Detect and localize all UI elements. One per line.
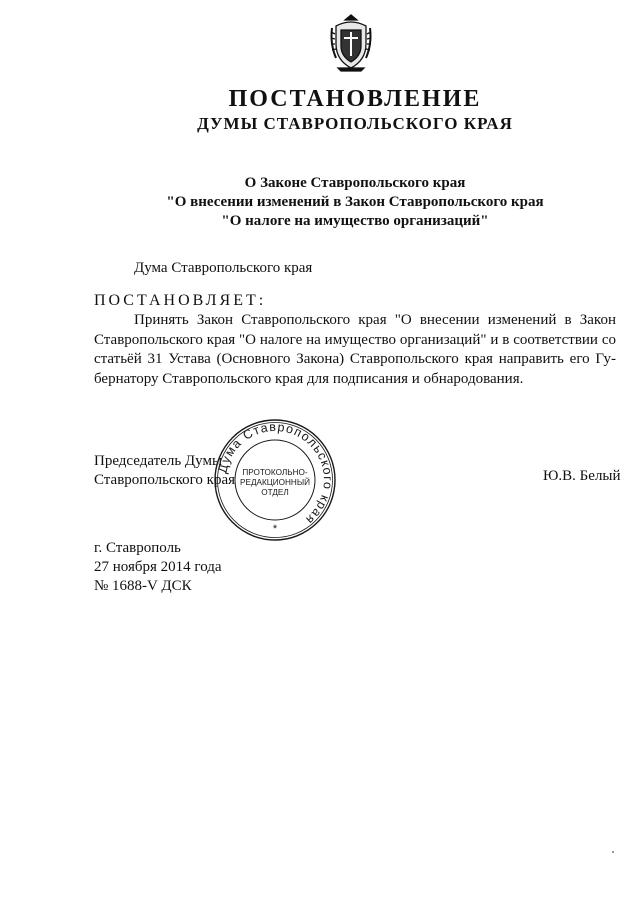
document-subject <box>0 174 640 231</box>
document-footer <box>94 539 222 596</box>
body-line: Принять Закон Ставропольского края "О внесении изменений в Закон <box>134 312 616 328</box>
subject-line: "О налоге на имущество организаций" <box>221 213 489 229</box>
stamp-ring-text: Дума Ставропольского края <box>215 419 336 528</box>
position-line: Председатель Думы <box>94 453 223 469</box>
stamp-center-line: РЕДАКЦИОННЫЙ <box>240 478 310 487</box>
coat-of-arms-icon <box>328 14 374 72</box>
official-stamp <box>213 418 337 542</box>
body-line: Ставропольского края "О налоге на имущество организаций" и в соответствии со <box>94 331 616 348</box>
stamp-center-line: ОТДЕЛ <box>261 488 289 497</box>
document-title: ПОСТАНОВЛЕНИЕ <box>228 86 482 112</box>
body-paragraph <box>94 311 616 389</box>
document-issuer: ДУМЫ СТАВРОПОЛЬСКОГО КРАЯ <box>197 114 513 133</box>
body-line: бернатору Ставропольского края для подписания и обнародования. <box>94 370 524 387</box>
stamp-center-line: ПРОТОКОЛЬНО- <box>242 468 308 477</box>
subject-line: О Законе Ставропольского края <box>244 175 466 191</box>
intro-text: Дума Ставропольского края <box>134 260 313 276</box>
subject-line: "О внесении изменений в Закон Ставропольского края <box>166 194 544 210</box>
document-number: № 1688-V ДСК <box>94 578 192 594</box>
issue-date: 27 ноября 2014 года <box>94 559 222 575</box>
issue-city: г. Ставрополь <box>94 540 181 556</box>
scan-speck <box>612 851 614 853</box>
signatory-name: Ю.В. Белый <box>543 468 621 484</box>
body-line: статьёй 31 Устава (Основного Закона) Ставропольского края направить его Гу- <box>94 351 616 367</box>
decree-word: ПОСТАНОВЛЯЕТ: <box>94 292 267 309</box>
position-line: Ставропольского края <box>94 472 235 488</box>
stamp-star: * <box>272 523 278 535</box>
